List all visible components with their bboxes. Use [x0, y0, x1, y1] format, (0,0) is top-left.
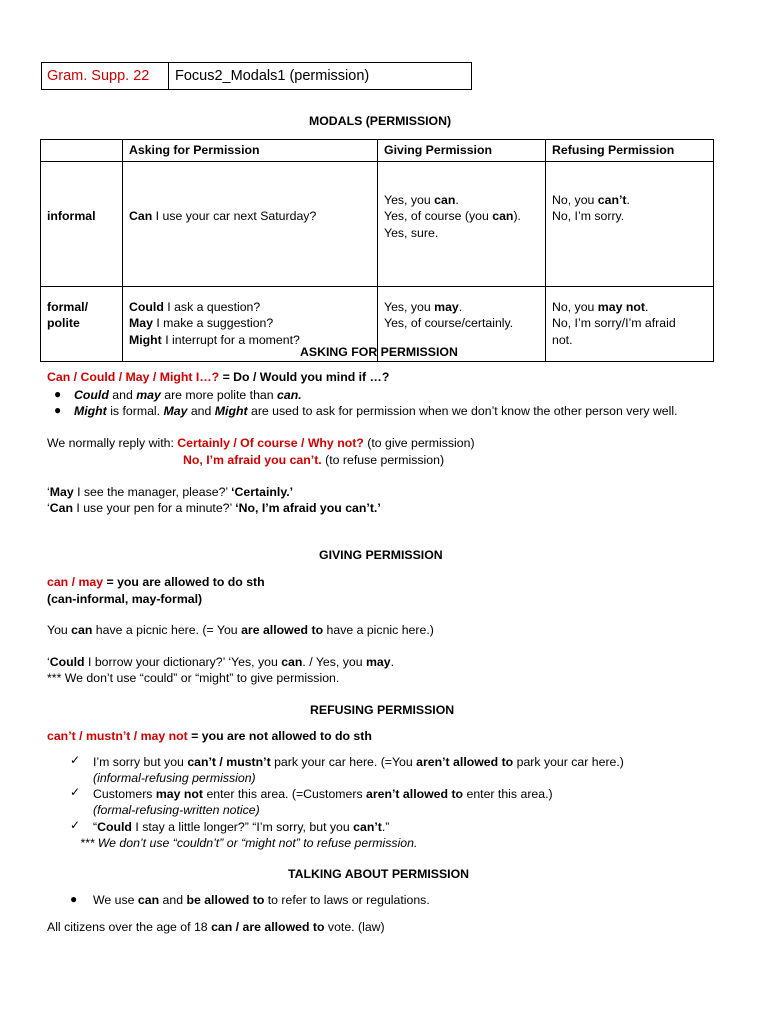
- text: Could: [97, 820, 132, 834]
- text: aren’t allowed to: [416, 755, 514, 769]
- text: ‘: [47, 485, 50, 499]
- modal-word: can: [492, 209, 514, 223]
- formula-red: Can / Could / May / Might I…?: [47, 370, 220, 384]
- text: . / Yes, you: [302, 655, 366, 669]
- refusing-item-1-note: [93, 770, 256, 786]
- header-box: [41, 62, 472, 90]
- text: (informal-refusing permission): [93, 771, 256, 785]
- giving-example-2: [47, 654, 394, 670]
- talking-bullet: [93, 892, 430, 908]
- modal-word: can: [434, 192, 456, 207]
- text: ‘Certainly.’: [231, 485, 294, 499]
- section-title-asking: ASKING FOR PERMISSION: [300, 345, 458, 359]
- header-code: Gram. Supp. 22: [42, 63, 169, 89]
- bullet-icon: ●: [54, 403, 62, 417]
- text: may: [136, 388, 161, 402]
- text: We use: [93, 893, 138, 907]
- reply-red: Certainly / Of course / Why not?: [177, 436, 364, 450]
- text: ‘: [47, 501, 50, 515]
- give-line: [384, 192, 539, 209]
- table-header-cell: [41, 140, 123, 162]
- text: enter this area.): [463, 787, 553, 801]
- row-label-text: formal/: [47, 299, 88, 314]
- ask-line: [129, 299, 371, 316]
- section-title-refusing: REFUSING PERMISSION: [310, 703, 455, 717]
- text: You: [47, 623, 72, 637]
- refusing-item-1: [93, 754, 624, 770]
- text: .”: [381, 820, 390, 834]
- refusing-item-3: [93, 819, 389, 835]
- formula-black: = you are not allowed to do sth: [187, 729, 372, 743]
- text: ‘: [47, 655, 50, 669]
- formula-black: = you are allowed to do sth: [103, 575, 265, 589]
- text: .: [390, 655, 395, 669]
- text: can: [71, 623, 93, 637]
- modals-title: MODALS (PERMISSION): [309, 114, 452, 128]
- text: All citizens over the age of 18: [47, 920, 212, 934]
- example-text: I use your car next Saturday?: [152, 208, 317, 223]
- refuse-cell: [546, 161, 714, 286]
- refusing-item-2: [93, 786, 553, 802]
- text: May: [49, 485, 74, 499]
- table-header-cell: Refusing Permission: [546, 140, 714, 162]
- text: “: [93, 820, 98, 834]
- text: have a picnic here. (= You: [92, 623, 242, 637]
- text: I’m sorry but you: [93, 755, 188, 769]
- ask-line: [129, 315, 371, 332]
- text: are more polite than: [160, 388, 278, 402]
- text: can’t: [353, 820, 382, 834]
- check-icon: ✓: [70, 753, 81, 767]
- formula-red: can / may: [47, 575, 104, 589]
- refuse-line: [552, 192, 707, 209]
- text: ‘No, I’m afraid you can’t.’: [235, 501, 381, 515]
- text: Yes, of course (you: [384, 209, 493, 223]
- refusing-formula: [47, 728, 372, 744]
- refusing-item-2-note: [93, 802, 260, 818]
- table-header-cell: Giving Permission: [378, 140, 546, 162]
- text: can: [281, 655, 303, 669]
- modals-table: [40, 139, 714, 362]
- giving-example-1: [47, 622, 434, 638]
- check-icon: ✓: [70, 818, 81, 832]
- talking-example: [47, 919, 385, 935]
- modal-word: may not: [597, 299, 645, 314]
- text: is formal.: [106, 404, 164, 418]
- row-label: [41, 286, 123, 361]
- asking-example-1: [47, 484, 293, 500]
- table-header-cell: Asking for Permission: [123, 140, 378, 162]
- text: .: [458, 299, 463, 314]
- text: can: [137, 893, 160, 907]
- text: I see the manager, please?’: [73, 485, 232, 499]
- text: may: [366, 655, 391, 669]
- asking-reply-1: [47, 435, 475, 451]
- formula-black: = Do / Would you mind if …?: [219, 370, 390, 384]
- text: have a picnic here.): [323, 623, 434, 637]
- text: .: [626, 192, 630, 207]
- text: park your car here. (=You: [270, 755, 417, 769]
- ask-cell: [123, 161, 378, 286]
- text: are used to ask for permission when we don’t know the other person very well.: [247, 404, 678, 418]
- give-cell: [378, 161, 546, 286]
- table-header-row: [41, 140, 714, 162]
- text: I use your pen for a minute?’: [72, 501, 236, 515]
- text: We normally reply with:: [47, 436, 178, 450]
- header-title: Focus2_Modals1 (permission): [175, 68, 370, 84]
- text: No, you: [552, 299, 598, 314]
- text: to refer to laws or regulations.: [264, 893, 430, 907]
- refuse-line: [552, 299, 707, 316]
- text: No, you: [552, 192, 598, 207]
- modal-word: Might: [129, 332, 162, 347]
- text: Can: [49, 501, 73, 515]
- modal-word: may: [434, 299, 459, 314]
- text: Yes, you: [384, 192, 435, 207]
- asking-example-2: [47, 500, 381, 516]
- give-line: [384, 208, 539, 225]
- giving-formula-2: (can-informal, may-formal): [47, 592, 203, 606]
- text: can / are allowed to: [211, 920, 325, 934]
- text: Might: [74, 404, 107, 418]
- text: I make a suggestion?: [152, 316, 274, 330]
- refuse-line: No, I’m sorry/I’m afraid: [552, 316, 676, 330]
- text: .: [644, 299, 649, 314]
- refuse-cell: [546, 286, 714, 361]
- check-icon: ✓: [70, 785, 81, 799]
- giving-formula: [47, 574, 265, 590]
- modal-word: can’t: [597, 192, 627, 207]
- text: Customers: [93, 787, 156, 801]
- refuse-line: not.: [552, 332, 573, 347]
- section-title-giving: GIVING PERMISSION: [319, 548, 443, 562]
- text: and: [187, 404, 215, 418]
- text: Yes, you: [384, 299, 435, 314]
- asking-bullet-2: [74, 403, 678, 419]
- text: can.: [277, 388, 302, 402]
- text: (formal-refusing-written notice): [93, 803, 260, 817]
- asking-bullet-1: [74, 387, 302, 403]
- text: are allowed to: [241, 623, 324, 637]
- give-line: Yes, sure.: [384, 225, 439, 240]
- row-label-text: informal: [47, 208, 96, 223]
- section-title-talking: TALKING ABOUT PERMISSION: [288, 867, 470, 881]
- modal-word: May: [129, 316, 153, 330]
- text: May: [163, 404, 188, 418]
- text: I stay a little longer?” “I’m sorry, but you: [131, 820, 354, 834]
- text: (to refuse permission): [321, 453, 445, 467]
- bullet-icon: ●: [54, 387, 62, 401]
- text: I interrupt for a moment?: [161, 332, 300, 347]
- text: enter this area. (=Customers: [203, 787, 367, 801]
- give-line: [384, 299, 539, 316]
- give-line: Yes, of course/certainly.: [384, 316, 514, 330]
- refuse-line: No, I’m sorry.: [552, 209, 625, 223]
- giving-note: *** We don’t use “could” or “might” to give permission.: [47, 671, 340, 685]
- refusing-note: [80, 835, 417, 851]
- text: Could: [49, 655, 85, 669]
- text: can’t / mustn’t: [187, 755, 271, 769]
- text: I borrow your dictionary?’ ‘Yes, you: [84, 655, 282, 669]
- text: and: [108, 388, 137, 402]
- text: .: [455, 192, 459, 207]
- row-label: [41, 161, 123, 286]
- table-row: [41, 161, 714, 286]
- text: I ask a question?: [163, 299, 261, 314]
- reply-red: No, I’m afraid you can’t.: [183, 453, 322, 467]
- modal-word: Could: [129, 299, 164, 314]
- asking-formula: [47, 369, 389, 385]
- text: park your car here.): [513, 755, 624, 769]
- text: ).: [513, 209, 521, 223]
- text: aren’t allowed to: [366, 787, 464, 801]
- text: vote. (law): [324, 920, 385, 934]
- modal-word: Can: [129, 208, 153, 223]
- text: Might: [214, 404, 248, 418]
- text: and: [159, 893, 187, 907]
- text: *** We don’t use “couldn’t” or “might not” to refuse permission.: [80, 836, 418, 850]
- text: may not: [155, 787, 204, 801]
- text: be allowed to: [186, 893, 265, 907]
- bullet-icon: ●: [70, 892, 78, 906]
- text: Could: [74, 388, 109, 402]
- row-label-text: polite: [47, 316, 80, 330]
- asking-reply-2: [183, 452, 444, 468]
- text: (to give permission): [363, 436, 475, 450]
- formula-red: can’t / mustn’t / may not: [47, 729, 188, 743]
